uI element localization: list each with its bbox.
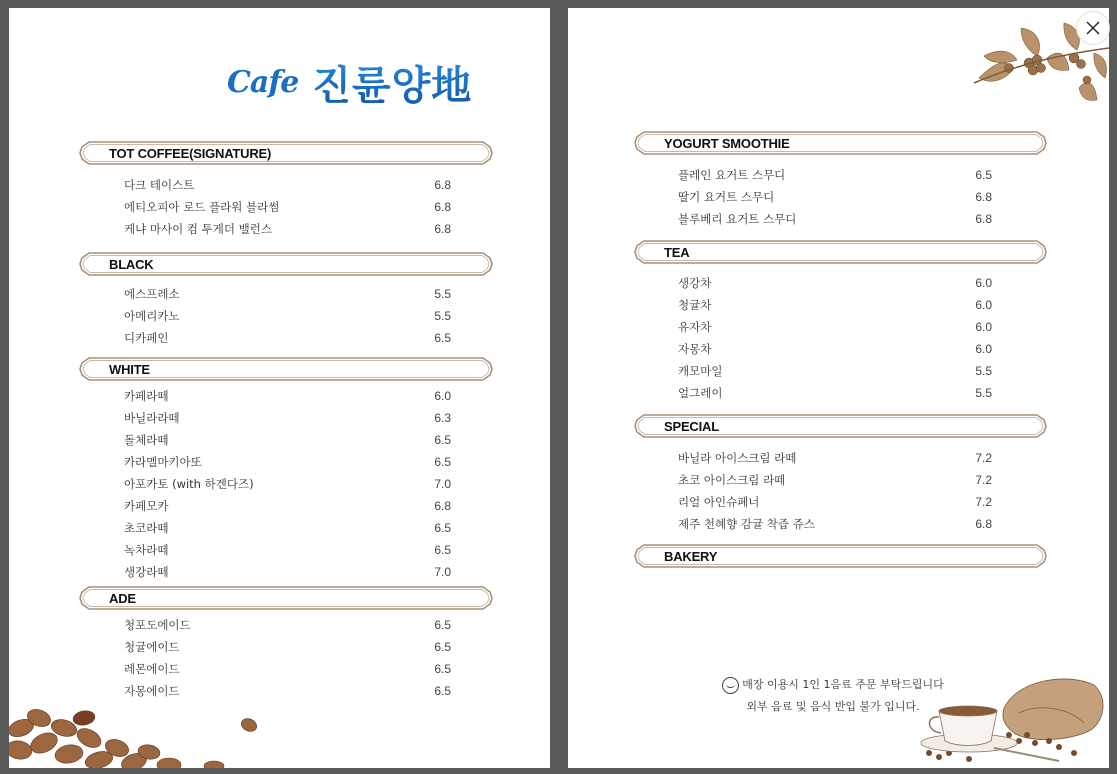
menu-item [634,338,1047,360]
item-name: 제주 천혜향 감귤 착즙 쥬스 [678,517,815,531]
menu-item [634,491,1047,513]
section-header [79,586,493,610]
item-price: 6.0 [975,320,992,334]
section-header [79,252,493,276]
menu-item [79,614,493,636]
smile-icon [722,677,739,694]
item-price: 6.5 [434,662,451,676]
section-tea [634,240,1047,404]
section-ade [79,586,493,702]
menu-item [79,385,493,407]
item-name: 플레인 요거트 스무디 [678,168,786,182]
item-name: 초코 아이스크림 라떼 [678,473,786,487]
item-price: 7.0 [434,477,451,491]
logo-name-text: 진륜양地 [312,54,472,111]
menu-item [79,658,493,680]
close-button[interactable] [1076,11,1110,45]
item-name: 유자차 [678,320,712,334]
item-price: 6.0 [975,276,992,290]
item-price: 5.5 [434,287,451,301]
item-name: 자몽차 [678,342,712,356]
menu-item [634,382,1047,404]
menu-page-right [568,8,1109,768]
section-header [634,414,1047,438]
notice-line-2: 외부 음료 및 음식 반입 불가 입니다. [746,700,920,713]
section-special [634,414,1047,535]
item-price: 6.8 [434,499,451,513]
section-title: SPECIAL [664,418,719,434]
menu-item [79,517,493,539]
menu-page-left [9,8,550,768]
item-price: 6.0 [975,342,992,356]
item-name: 리얼 아인슈페너 [678,495,760,509]
menu-item [79,174,493,196]
header-frame-icon [79,586,493,610]
menu-item [79,561,493,583]
item-name: 블루베리 요거트 스무디 [678,212,797,226]
item-name: 청귤차 [678,298,712,312]
item-price: 6.5 [434,433,451,447]
item-name: 생강라떼 [124,565,169,579]
menu-item [79,218,493,240]
menu-item [79,283,493,305]
item-price: 5.5 [434,309,451,323]
section-header [79,357,493,381]
item-name: 다크 테이스트 [124,178,195,192]
coffee-cup-and-sack-illustration-icon [909,673,1109,768]
close-icon [1085,20,1101,36]
coffee-beans-illustration-icon [9,688,269,768]
section-yogurt-smoothie [634,131,1047,230]
menu-item [79,451,493,473]
item-name: 카페모카 [124,499,169,513]
item-price: 6.8 [434,178,451,192]
item-price: 6.5 [434,331,451,345]
item-price: 7.0 [434,565,451,579]
item-name: 녹차라떼 [124,543,169,557]
section-header [634,240,1047,264]
section-header [634,544,1047,568]
section-title: YOGURT SMOOTHIE [664,135,790,151]
item-name: 자몽에이드 [124,684,180,698]
menu-item [634,447,1047,469]
item-price: 6.8 [975,212,992,226]
item-price: 6.8 [975,190,992,204]
menu-item [634,186,1047,208]
item-price: 6.5 [434,455,451,469]
item-name: 카라멜마키아또 [124,455,202,469]
item-name: 청포도에이드 [124,618,191,632]
item-name: 카페라떼 [124,389,169,403]
section-white [79,357,493,583]
item-name: 돌체라떼 [124,433,169,447]
item-price: 6.5 [434,640,451,654]
menu-item [634,316,1047,338]
menu-item [634,469,1047,491]
item-price: 6.5 [975,168,992,182]
menu-item [79,305,493,327]
item-name: 케냐 마사이 컴 투게더 밸런스 [124,222,272,236]
item-name: 딸기 요거트 스무디 [678,190,775,204]
item-price: 5.5 [975,364,992,378]
item-name: 초코라떼 [124,521,169,535]
menu-item [79,473,493,495]
section-title: BAKERY [664,548,718,564]
section-title: ADE [109,590,136,606]
menu-item [634,360,1047,382]
menu-item [79,636,493,658]
item-price: 6.0 [975,298,992,312]
item-name: 캐모마일 [678,364,723,378]
menu-item [634,294,1047,316]
item-name: 바닐라 아이스크림 라떼 [678,451,797,465]
item-name: 에스프레소 [124,287,180,301]
menu-item [79,495,493,517]
item-price: 7.2 [975,451,992,465]
item-price: 6.8 [434,222,451,236]
item-price: 7.2 [975,473,992,487]
item-name: 얼그레이 [678,386,723,400]
section-header [634,131,1047,155]
menu-item [634,164,1047,186]
item-name: 바닐라라떼 [124,411,180,425]
item-price: 6.8 [975,517,992,531]
menu-item [79,327,493,349]
section-black [79,252,493,349]
item-name: 레몬에이드 [124,662,180,676]
item-price: 6.3 [434,411,451,425]
logo-cafe-text: Cafe [227,64,299,100]
section-title: WHITE [109,361,150,377]
item-price: 6.8 [434,200,451,214]
menu-item [79,429,493,451]
item-name: 디카페인 [124,331,169,345]
header-frame-icon [634,240,1047,264]
item-price: 6.5 [434,521,451,535]
section-title: TOT COFFEE(SIGNATURE) [109,145,272,161]
cafe-logo [227,56,472,108]
item-name: 아메리카노 [124,309,180,323]
section-tot-coffee [79,141,493,240]
section-header [79,141,493,165]
item-price: 6.5 [434,684,451,698]
item-price: 5.5 [975,386,992,400]
section-title: TEA [664,244,690,260]
section-title: BLACK [109,256,154,272]
item-price: 7.2 [975,495,992,509]
notice-line-1: 매장 이용시 1인 1음료 주문 부탁드립니다 [742,678,944,691]
section-bakery [634,544,1047,568]
menu-item [634,208,1047,230]
item-name: 청귤에이드 [124,640,180,654]
item-name: 아포카토 (with 하겐다즈) [124,477,254,491]
item-name: 에티오피아 로드 플라워 블라썸 [124,200,280,214]
menu-item [79,539,493,561]
item-name: 생강차 [678,276,712,290]
item-price: 6.5 [434,618,451,632]
item-price: 6.0 [434,389,451,403]
item-price: 6.5 [434,543,451,557]
menu-item [79,407,493,429]
menu-item [634,272,1047,294]
menu-item [79,196,493,218]
menu-item [634,513,1047,535]
